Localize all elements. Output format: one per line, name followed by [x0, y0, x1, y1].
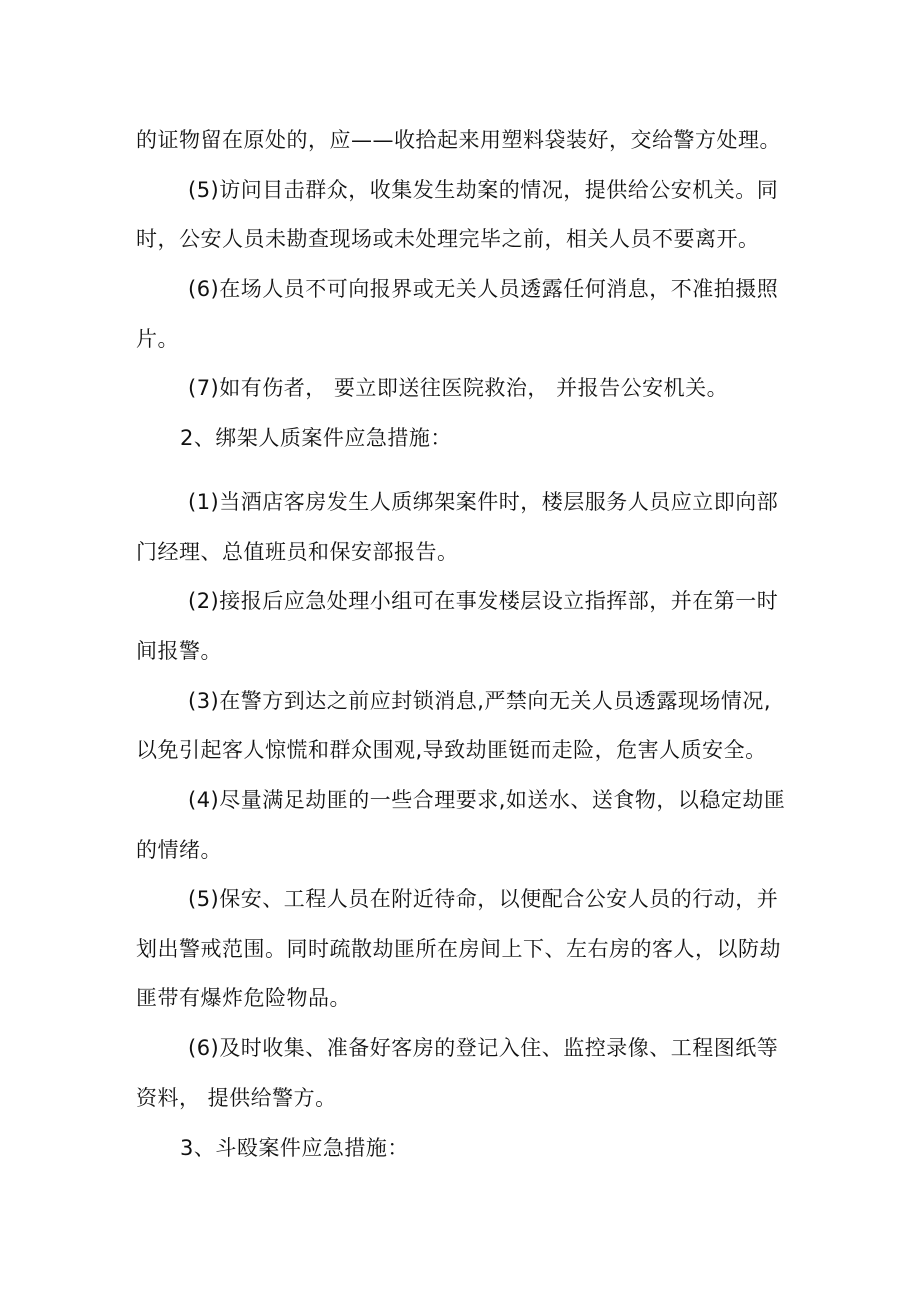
text-line: 片。: [136, 327, 179, 351]
text-line: 间报警。: [136, 639, 222, 663]
text-line: 匪带有爆炸危险物品。: [136, 986, 351, 1010]
text-line: (3)在警方到达之前应封锁消息,严禁向无关人员透露现场情况,: [188, 689, 772, 713]
text-line: 以免引起客人惊慌和群众围观,导致劫匪铤而走险，危害人质安全。: [136, 738, 767, 762]
section-heading: 3、斗殴案件应急措施：: [180, 1136, 409, 1160]
text-line: (5)保安、工程人员在附近待命，以便配合公安人员的行动，并: [188, 887, 779, 911]
text-line: 资料， 提供给警方。: [136, 1086, 337, 1110]
text-line: 的情绪。: [136, 838, 222, 862]
text-line: 的证物留在原处的，应——收拾起来用塑料袋装好，交给警方处理。: [136, 128, 781, 152]
text-line: 门经理、总值班员和保安部报告。: [136, 540, 459, 564]
text-line: (7)如有伤者， 要立即送往医院救治， 并报告公安机关。: [188, 376, 729, 400]
text-line: (4)尽量满足劫匪的一些合理要求,如送水、送食物，以稳定劫匪: [188, 788, 786, 812]
section-heading: 2、绑架人质案件应急措施：: [180, 426, 452, 450]
text-line: 时，公安人员未勘查现场或未处理完毕之前，相关人员不要离开。: [136, 227, 760, 251]
text-line: (6)及时收集、准备好客房的登记入住、监控录像、工程图纸等: [188, 1036, 779, 1060]
text-line: 划出警戒范围。同时疏散劫匪所在房间上下、左右房的客人，以防劫: [136, 937, 781, 961]
text-line: (1)当酒店客房发生人质绑架案件时，楼层服务人员应立即向部: [188, 490, 779, 514]
text-line: (2)接报后应急处理小组可在事发楼层设立指挥部，并在第一时: [188, 589, 779, 613]
text-line: (5)访问目击群众，收集发生劫案的情况，提供给公安机关。同: [188, 178, 779, 202]
text-line: (6)在场人员不可向报界或无关人员透露任何消息，不准拍摄照: [188, 277, 779, 301]
